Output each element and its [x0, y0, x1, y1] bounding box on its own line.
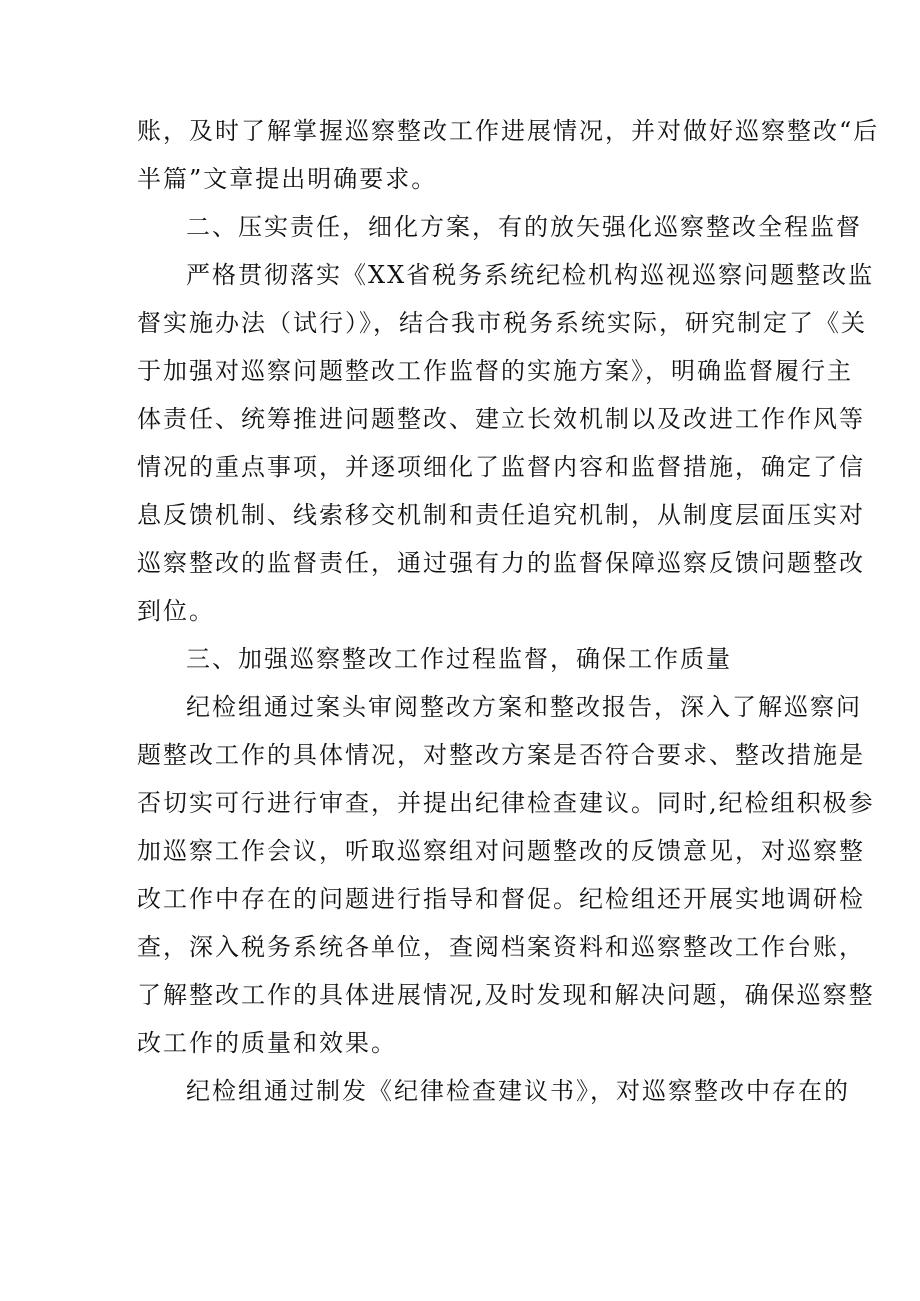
text-line: 巡察整改的监督责任，通过强有力的监督保障巡察反馈问题整改: [137, 549, 865, 577]
section-heading-3: 三、加强巡察整改工作过程监督，确保工作质量: [186, 645, 732, 673]
text-line: 改工作的质量和效果。: [137, 1029, 397, 1057]
text-line: 严格贯彻落实《XX省税务系统纪检机构巡视巡察问题整改监: [186, 261, 875, 289]
text-line: 督实施办法（试行）》，结合我市税务系统实际，研究制定了《关: [137, 309, 867, 337]
text-line: 加巡察工作会议，听取巡察组对问题整改的反馈意见，对巡察整: [137, 837, 865, 865]
text-line: 改工作中存在的问题进行指导和督促。纪检组还开展实地调研检: [137, 885, 865, 913]
text-line: 题整改工作的具体情况，对整改方案是否符合要求、整改措施是: [137, 741, 865, 769]
text-line: 纪检组通过制发《纪律检查建议书》，对巡察整改中存在的: [186, 1077, 850, 1105]
text-line: 息反馈机制、线索移交机制和责任追究机制，从制度层面压实对: [137, 501, 865, 529]
text-line: 体责任、统筹推进问题整改、建立长效机制以及改进工作作风等: [137, 405, 865, 433]
text-line: 了解整改工作的具体进展情况,及时发现和解决问题，确保巡察整: [137, 981, 875, 1009]
text-line: 于加强对巡察问题整改工作监督的实施方案》，明确监督履行主: [137, 357, 853, 385]
text-line: 到位。: [137, 597, 215, 625]
section-heading-2: 二、压实责任，细化方案，有的放矢强化巡察整改全程监督: [186, 213, 862, 241]
text-line: 查，深入税务系统各单位，查阅档案资料和巡察整改工作台账，: [137, 933, 865, 961]
text-line: 否切实可行进行审查，并提出纪律检查建议。同时,纪检组积极参: [137, 789, 875, 817]
text-line: 情况的重点事项，并逐项细化了监督内容和监督措施，确定了信: [137, 453, 865, 481]
text-line: 半篇”文章提出明确要求。: [137, 165, 438, 193]
text-line: 账，及时了解掌握巡察整改工作进展情况，并对做好巡察整改“后: [137, 117, 880, 145]
text-line: 纪检组通过案头审阅整改方案和整改报告，深入了解巡察问: [186, 693, 862, 721]
